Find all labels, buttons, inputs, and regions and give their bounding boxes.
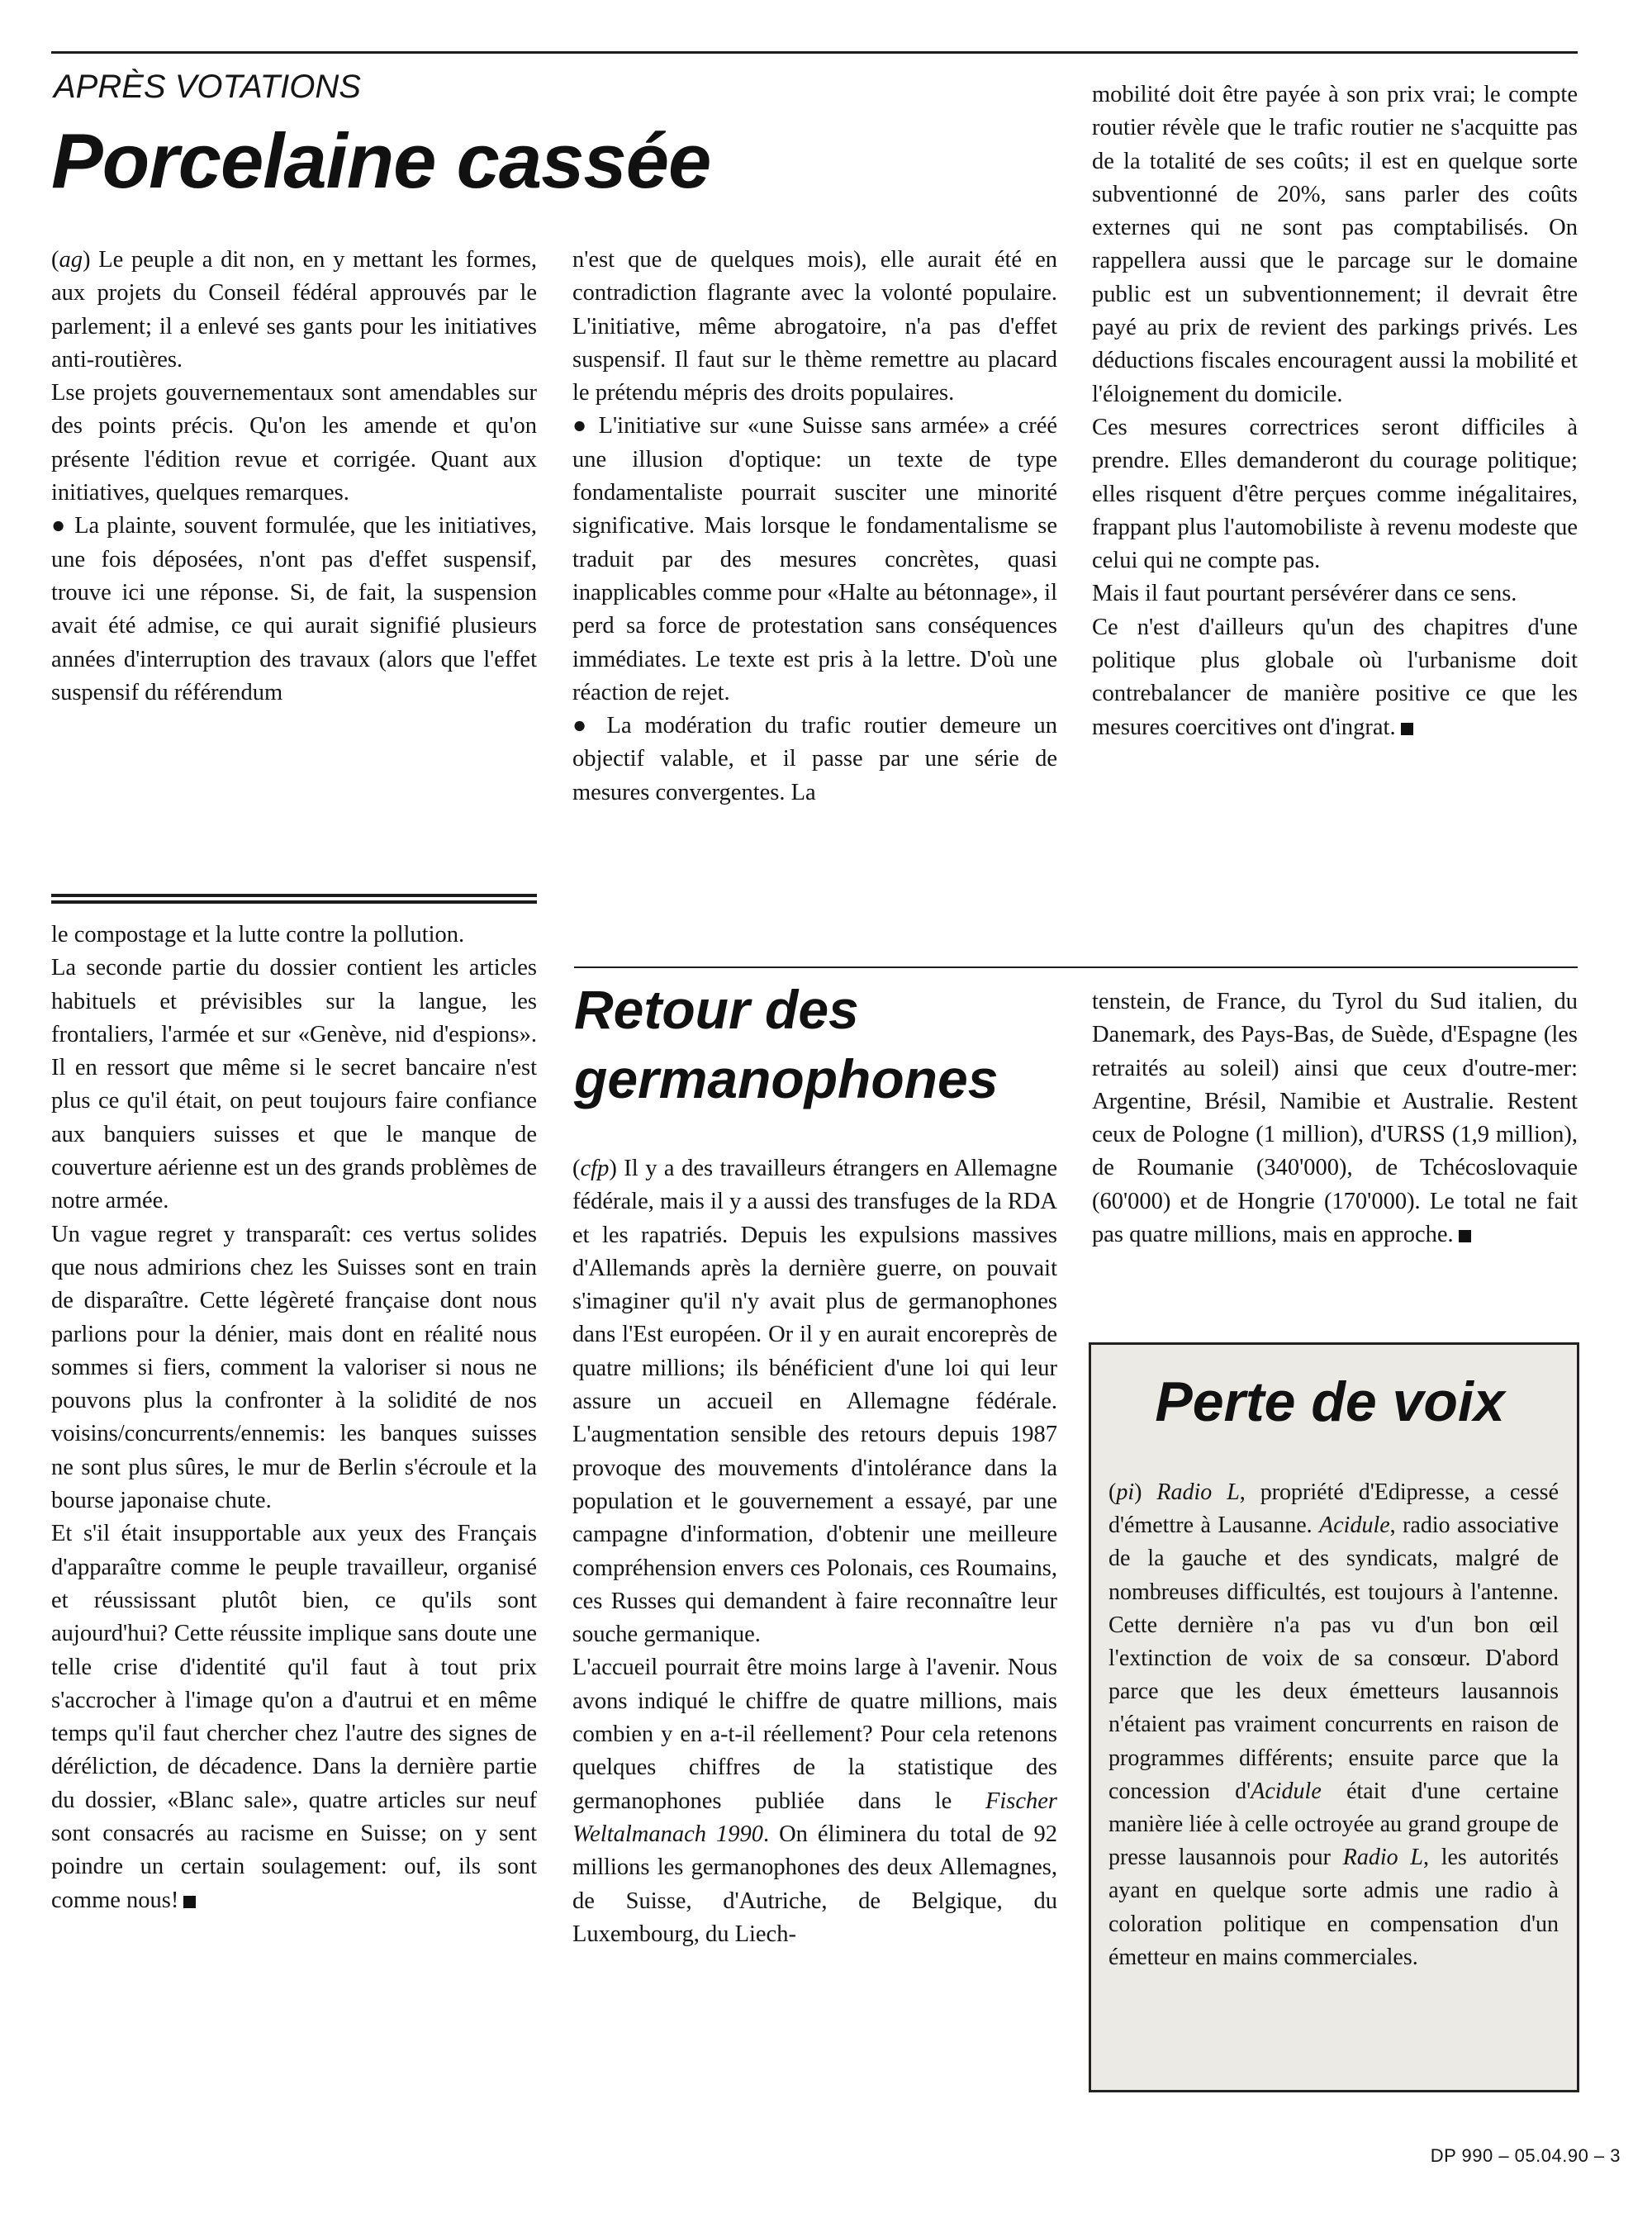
box-text [1108,1476,1559,1974]
end-mark [1459,1230,1471,1242]
paragraph: n'est que de quelques mois), elle aurait été en contradiction flagrante avec la volonté populaire. L'initiative, même abrogatoire, n'a pas d'effet suspensif. Il faut sur le thème remettre au placard le prétendu mépris des droits populaires. [572,247,1057,406]
paragraph: Mais il faut pourtant persévérer dans ce sens. [1092,581,1517,607]
byline: pi [1116,1479,1135,1505]
box-title: Perte de voix [1155,1370,1505,1433]
byline: cfp [580,1156,610,1181]
paragraph: Un vague regret y transparaît: ces vertus solides que nous admirions chez les Suisses sont en train de disparaître. Cette légèreté française dont nous parlions pour la dénier, mais dont en réalité nous sommes si fiers, comment la valoriser si nous ne pouvons plus la confronter à la solidité de nos voisins/concurrents/ennemis: les banques suisses ne sont plus sûres, le mur de Berlin s'écroule et la bourse japonaise chute. [51,1221,537,1514]
paragraph: (ag) Le peuple a dit non, en y mettant les formes, aux projets du Conseil fédéral approuvés par le parlement; il a enlevé ses gants pour les initiatives anti-routières. [51,247,537,373]
top-rule [51,51,1578,54]
continuation-column [51,919,537,1917]
paragraph: ● L'initiative sur «une Suisse sans armée» a créé une illusion d'optique: un texte de type fondamentaliste pourrait susciter une minorité significative. Mais lorsque le fondamentalisme se traduit par des mesures concrètes, quasi inapplicables comme pour «Halte au bétonnage», il perd sa force de protestation sans conséquences immédiates. Le texte est pris à la lettre. D'où une réaction de rejet. [572,413,1057,705]
article1-column-1 [51,244,537,710]
kicker: APRÈS VOTATIONS [54,69,361,105]
end-mark [1401,723,1413,735]
article2-rule [574,966,1578,968]
book-title: Fischer Weltalmanach 1990 [572,1788,1057,1847]
paragraph: ● La modération du trafic routier demeure un objectif valable, et il passe par une série de mesures convergentes. La [572,713,1057,805]
end-mark [183,1896,196,1908]
page-folio: DP 990 – 05.04.90 – 3 [1430,2145,1621,2166]
paragraph: Ce n'est d'ailleurs qu'un des chapitres d'une politique plus globale où l'urbanisme doit contrebalancer de manière positive ce que les mesures coercitives ont d'ingrat. [1092,614,1578,740]
byline: ag [59,247,83,273]
paragraph: (pi) Radio L, propriété d'Edipresse, a cessé d'émettre à Lausanne. Acidule, radio associative de la gauche et des syndicats, malgré de nombreuses difficultés, est toujours à l'antenne. Cette dernière n'a pas vu d'un bon œil l'extinction de voix de sa consœur. D'abord parce que les deux émetteurs lausannois n'étaient pas vraiment concurrents en raison de programmes différents; ensuite parce que la concession d'Acidule était d'une certaine manière liée à celle octroyée au grand groupe de presse lausannois pour Radio L, les autorités ayant en quelque sorte admis une radio à coloration politique en compensation d'un émetteur en mains commerciales. [1108,1479,1559,1970]
paragraph: Et s'il était insupportable aux yeux des Français d'apparaître comme le peuple travailleur, organisé et réussissant plutôt bien, ce qu'ils sont aujourd'hui? Cette réussite implique sans doute une telle crise d'identité qu'il faut à tout prix s'accrocher à l'image qu'on a d'autrui et en même temps qu'il faut chercher chez l'autre des signes de déréliction, de décadence. Dans la dernière partie du dossier, «Blanc sale», quatre articles sur neuf sont consacrés au racisme en Suisse; on y sent poindre un certain soulagement: ouf, ils sont comme nous! [51,1521,537,1913]
paragraph: ● La plainte, souvent formulée, que les initiatives, une fois déposées, n'ont pas d'effet suspensif, trouve ici une réponse. Si, de fait, la suspension avait été admise, ce qui aurait signifié plusieurs années d'interruption des travaux (alors que l'effet suspensif du référendum [51,513,537,705]
article2-title: Retour des germanophones [574,979,999,1109]
paragraph: tenstein, de France, du Tyrol du Sud italien, du Danemark, des Pays-Bas, de Suède, d'Espagne (les retraités au soleil) ainsi que ceux d'outre-mer: Argentine, Brésil, Namibie et Australie. Restent ceux de Pologne (1 million), d'URSS (1,9 million), de Roumanie (340'000), de Tchécoslovaquie (60'000) et de Hongrie (170'000). Le total ne fait pas quatre millions, mais en approche. [1092,989,1578,1248]
paragraph: (cfp) Il y a des travailleurs étrangers en Allemagne fédérale, mais il y a aussi des transfuges de la RDA et les rapatriés. Depuis les expulsions massives d'Allemands après la dernière guerre, on pouvait s'imaginer qu'il n'y avait plus de germanophones dans l'Est européen. Or il y en aurait encoreprès de quatre millions; ils bénéficient d'une loi qui leur assure un accueil en Allemagne fédérale. L'augmentation sensible des retours depuis 1987 provoque des mouvements d'intolérance dans la population et le gouvernement a essayé, par une campagne d'information, d'obtenir une meilleure compréhension envers ces Polonais, ces Roumains, ces Russes qui demandent à faire reconnaître leur souche germanique. [572,1156,1057,1648]
article2-column-2 [1092,985,1578,1251]
article2-column-1 [572,1152,1057,1951]
paragraph: L'accueil pourrait être moins large à l'avenir. Nous avons indiqué le chiffre de quatre millions, mais combien y en a-t-il réellement? Pour cela retenons quelques chiffres de la statistique des germanophones publiée dans le Fischer Weltalmanach 1990. On éliminera du total de 92 millions les germanophones des deux Allemagnes, de Suisse, d'Autriche, de Belgique, du Luxembourg, du Liech- [572,1655,1058,1947]
paragraph: Ces mesures correctrices seront difficiles à prendre. Elles demanderont du courage politique; elles risquent d'être perçues comme inégalitaires, frappant plus l'automobiliste à revenu modeste que celui qui ne compte pas. [1092,414,1578,574]
column-separator-rule-bottom [51,900,537,904]
article1-column-2 [572,244,1057,810]
article1-column-3 [1092,78,1578,744]
column-separator-rule-top [51,894,537,897]
paragraph: Lse projets gouvernementaux sont amendables sur des points précis. Qu'on les amende et qu'on présente l'édition revue et corrigée. Quant aux initiatives, quelques remarques. [51,380,537,506]
paragraph: le compostage et la lutte contre la pollution. [51,922,465,947]
paragraph: La seconde partie du dossier contient les articles habituels et prévisibles sur la langue, les frontaliers, l'armée et sur «Genève, nid d'espions». Il en ressort que même si le secret bancaire n'est plus ce qu'il était, on peut toujours faire confiance aux banquiers suisses et que le manque de couverture aérienne est un des grands problèmes de notre armée. [51,955,537,1214]
article1-title: Porcelaine cassée [51,117,711,204]
paragraph: mobilité doit être payée à son prix vrai; le compte routier révèle que le trafic routier ne s'acquitte pas de la totalité de ses coûts; il est en quelque sorte subventionné de 20%, sans parler des coûts externes qui ne sont pas comptabilisés. On rappellera aussi que le parcage sur le domaine public est un subventionnement; il devrait être payé au prix de revient des parkings privés. Les déductions fiscales encouragent aussi la mobilité et l'éloignement du domicile. [1092,82,1578,407]
